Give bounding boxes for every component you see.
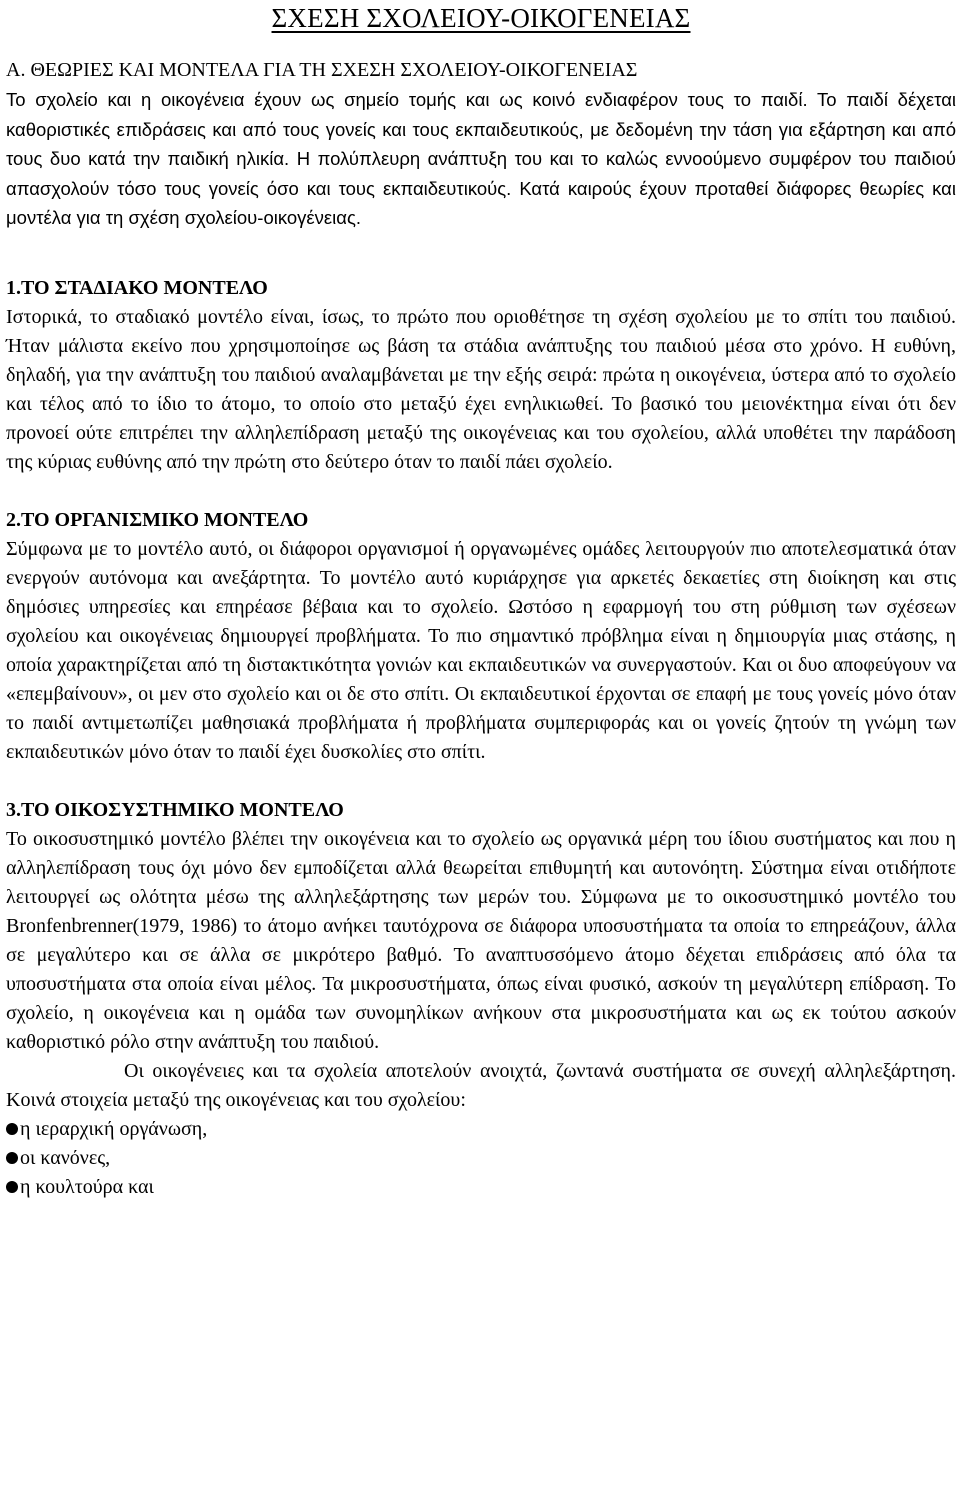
bullet-icon [6,1181,18,1193]
section-3-heading: 3.ΤΟ ΟΙΚΟΣΥΣΤΗΜΙΚΟ ΜΟΝΤΕΛΟ [6,798,344,821]
section-2 [6,506,956,767]
section-2-paragraph: Σύμφωνα με το μοντέλο αυτό, οι διάφοροι οργανισμοί ή οργανωμένες ομάδες λειτουργούν πιο αποτελεσματικά όταν ενεργούν αυτόνομα και ανεξάρτητα. Το μοντέλο αυτό κυριάρχησε για αρκετές δεκαετίες στη διοίκηση και στις δημόσιες υπηρεσίες και επηρέασε βέβαια και το σχολείο. Ωστόσο η εφαρμογή του στη ρύθμιση των σχέσεων σχολείου και οικογένειας δημιουργεί προβλήματα. Το πιο σημαντικό πρόβλημα είναι η δημιουργία μιας στάσης, η οποία χαρακτηρίζεται από τη διστακτικότητα γονιών και εκπαιδευτικών να συνεργαστούν. Και οι δυο αποφεύγουν να «επεμβαίνουν», οι μεν στο σχολείο και οι δε στο σπίτι. Οι εκπαιδευτικοί έρχονται σε επαφή με τους γονείς μόνο όταν το παιδί αντιμετωπίζει μαθησιακά προβλήματα ή προβλήματα συμπεριφοράς και οι γονείς ζητούν τη γνώμη των εκπαιδευτικών μόνο όταν το παιδί έχει δυσκολίες στο σπίτι. [6,537,956,763]
list-item: οι κανόνες, [6,1144,956,1173]
section-a-paragraph: Το σχολείο και η οικογένεια έχουν ως σημείο τομής και ως κοινό ενδιαφέρον τους το παιδί. Το παιδί δέχεται καθοριστικές επιδράσεις και από τους γονείς και τους εκπαιδευτικούς, με δεδομένη την τάση για εξάρτηση και από τους δυο κατά την παιδική ηλικία. Η πολύπλευρη ανάπτυξη του και το καλώς εννοούμενο συμφέρον του παιδιού απασχολούν τόσο τους γονείς όσο και τους εκπαιδευτικούς. Κατά καιρούς έχουν προταθεί διάφορες θεωρίες και μοντέλα για τη σχέση σχολείου-οικογένειας. [6,89,956,228]
bullet-icon [6,1123,18,1135]
bullet-icon [6,1152,18,1164]
section-3-paragraph-2: Οι οικογένειες και τα σχολεία αποτελούν ανοιχτά, ζωντανά συστήματα σε συνεχή αλληλεξάρτηση. Κοινά στοιχεία μεταξύ της οικογένειας και του σχολείου: [6,1059,956,1111]
section-3-paragraph: Το οικοσυστημικό μοντέλο βλέπει την οικογένεια και το σχολείο ως οργανικά μέρη του ίδιου συστήματος και που η αλληλεπίδραση τους όχι μόνο δεν εμποδίζεται αλλά θεωρείται επιθυμητή και αυτονόητη. Σύστημα είναι οτιδήποτε λειτουργεί ως ολότητα μέσω της αλληλεξάρτησης των μερών του. Σύμφωνα με το οικοσυστημικό μοντέλο του Bronfenbrenner(1979, 1986) το άτομο ανήκει ταυτόχρονα σε διάφορα υποσυστήματα τα οποία το επηρεάζουν, άλλα σε μεγαλύτερο και σε άλλα σε μικρότερο βαθμό. Το αναπτυσσόμενο άτομο δέχεται επιδράσεις από όλα τα υποσυστήματα στα οποία είναι μέλος. Τα μικροσυστήματα, όπως είναι φυσικό, ασκούν τη μεγαλύτερη επίδραση. Το σχολείο, η οικογένεια και η ομάδα των συνομηλίκων ανήκουν στα μικροσυστήματα και ως εκ τούτου ασκούν καθοριστικό ρόλο στην ανάπτυξη του παιδιού. [6,827,956,1053]
common-elements-list [6,1115,956,1202]
section-2-heading: 2.ΤΟ ΟΡΓΑΝΙΣΜΙΚΟ ΜΟΝΤΕΛΟ [6,508,309,531]
section-a [6,56,956,233]
section-1 [6,274,956,477]
document-title: ΣΧΕΣΗ ΣΧΟΛΕΙΟΥ-ΟΙΚΟΓΕΝΕΙΑΣ [271,3,691,33]
section-1-heading: 1.ΤΟ ΣΤΑΔΙΑΚΟ ΜΟΝΤΕΛΟ [6,276,268,299]
list-item: η κουλτούρα και [6,1173,956,1202]
section-a-heading: Α. ΘΕΩΡΙΕΣ ΚΑΙ ΜΟΝΤΕΛΑ ΓΙΑ ΤΗ ΣΧΕΣΗ ΣΧΟΛΕΙΟΥ-ΟΙΚΟΓΕΝΕΙΑΣ [6,59,638,81]
section-3 [6,796,956,1202]
list-item: η ιεραρχική οργάνωση, [6,1115,956,1144]
section-1-paragraph: Ιστορικά, το σταδιακό μοντέλο είναι, ίσως, το πρώτο που οριοθέτησε τη σχέση σχολείου με το σπίτι του παιδιού. Ήταν μάλιστα εκείνο που χρησιμοποίησε ως βάση τα στάδια ανάπτυξης του παιδιού μέσα στο χρόνο. Η ευθύνη, δηλαδή, για την ανάπτυξη του παιδιού αναλαμβάνεται με την εξής σειρά: πρώτα η οικογένεια, ύστερα από το σχολείο και τέλος από το ίδιο το άτομο, το οποίο στο μεταξύ έχει ενηλικιωθεί. Το βασικό του μειονέκτημα είναι ότι δεν προνοεί ούτε επιτρέπει την αλληλεπίδραση μεταξύ της οικογένειας και του σχολείου, αλλά υποθέτει την παράδοση της κύριας ευθύνης από την πρώτη στο δεύτερο όταν το παιδί πάει σχολείο. [6,305,956,473]
